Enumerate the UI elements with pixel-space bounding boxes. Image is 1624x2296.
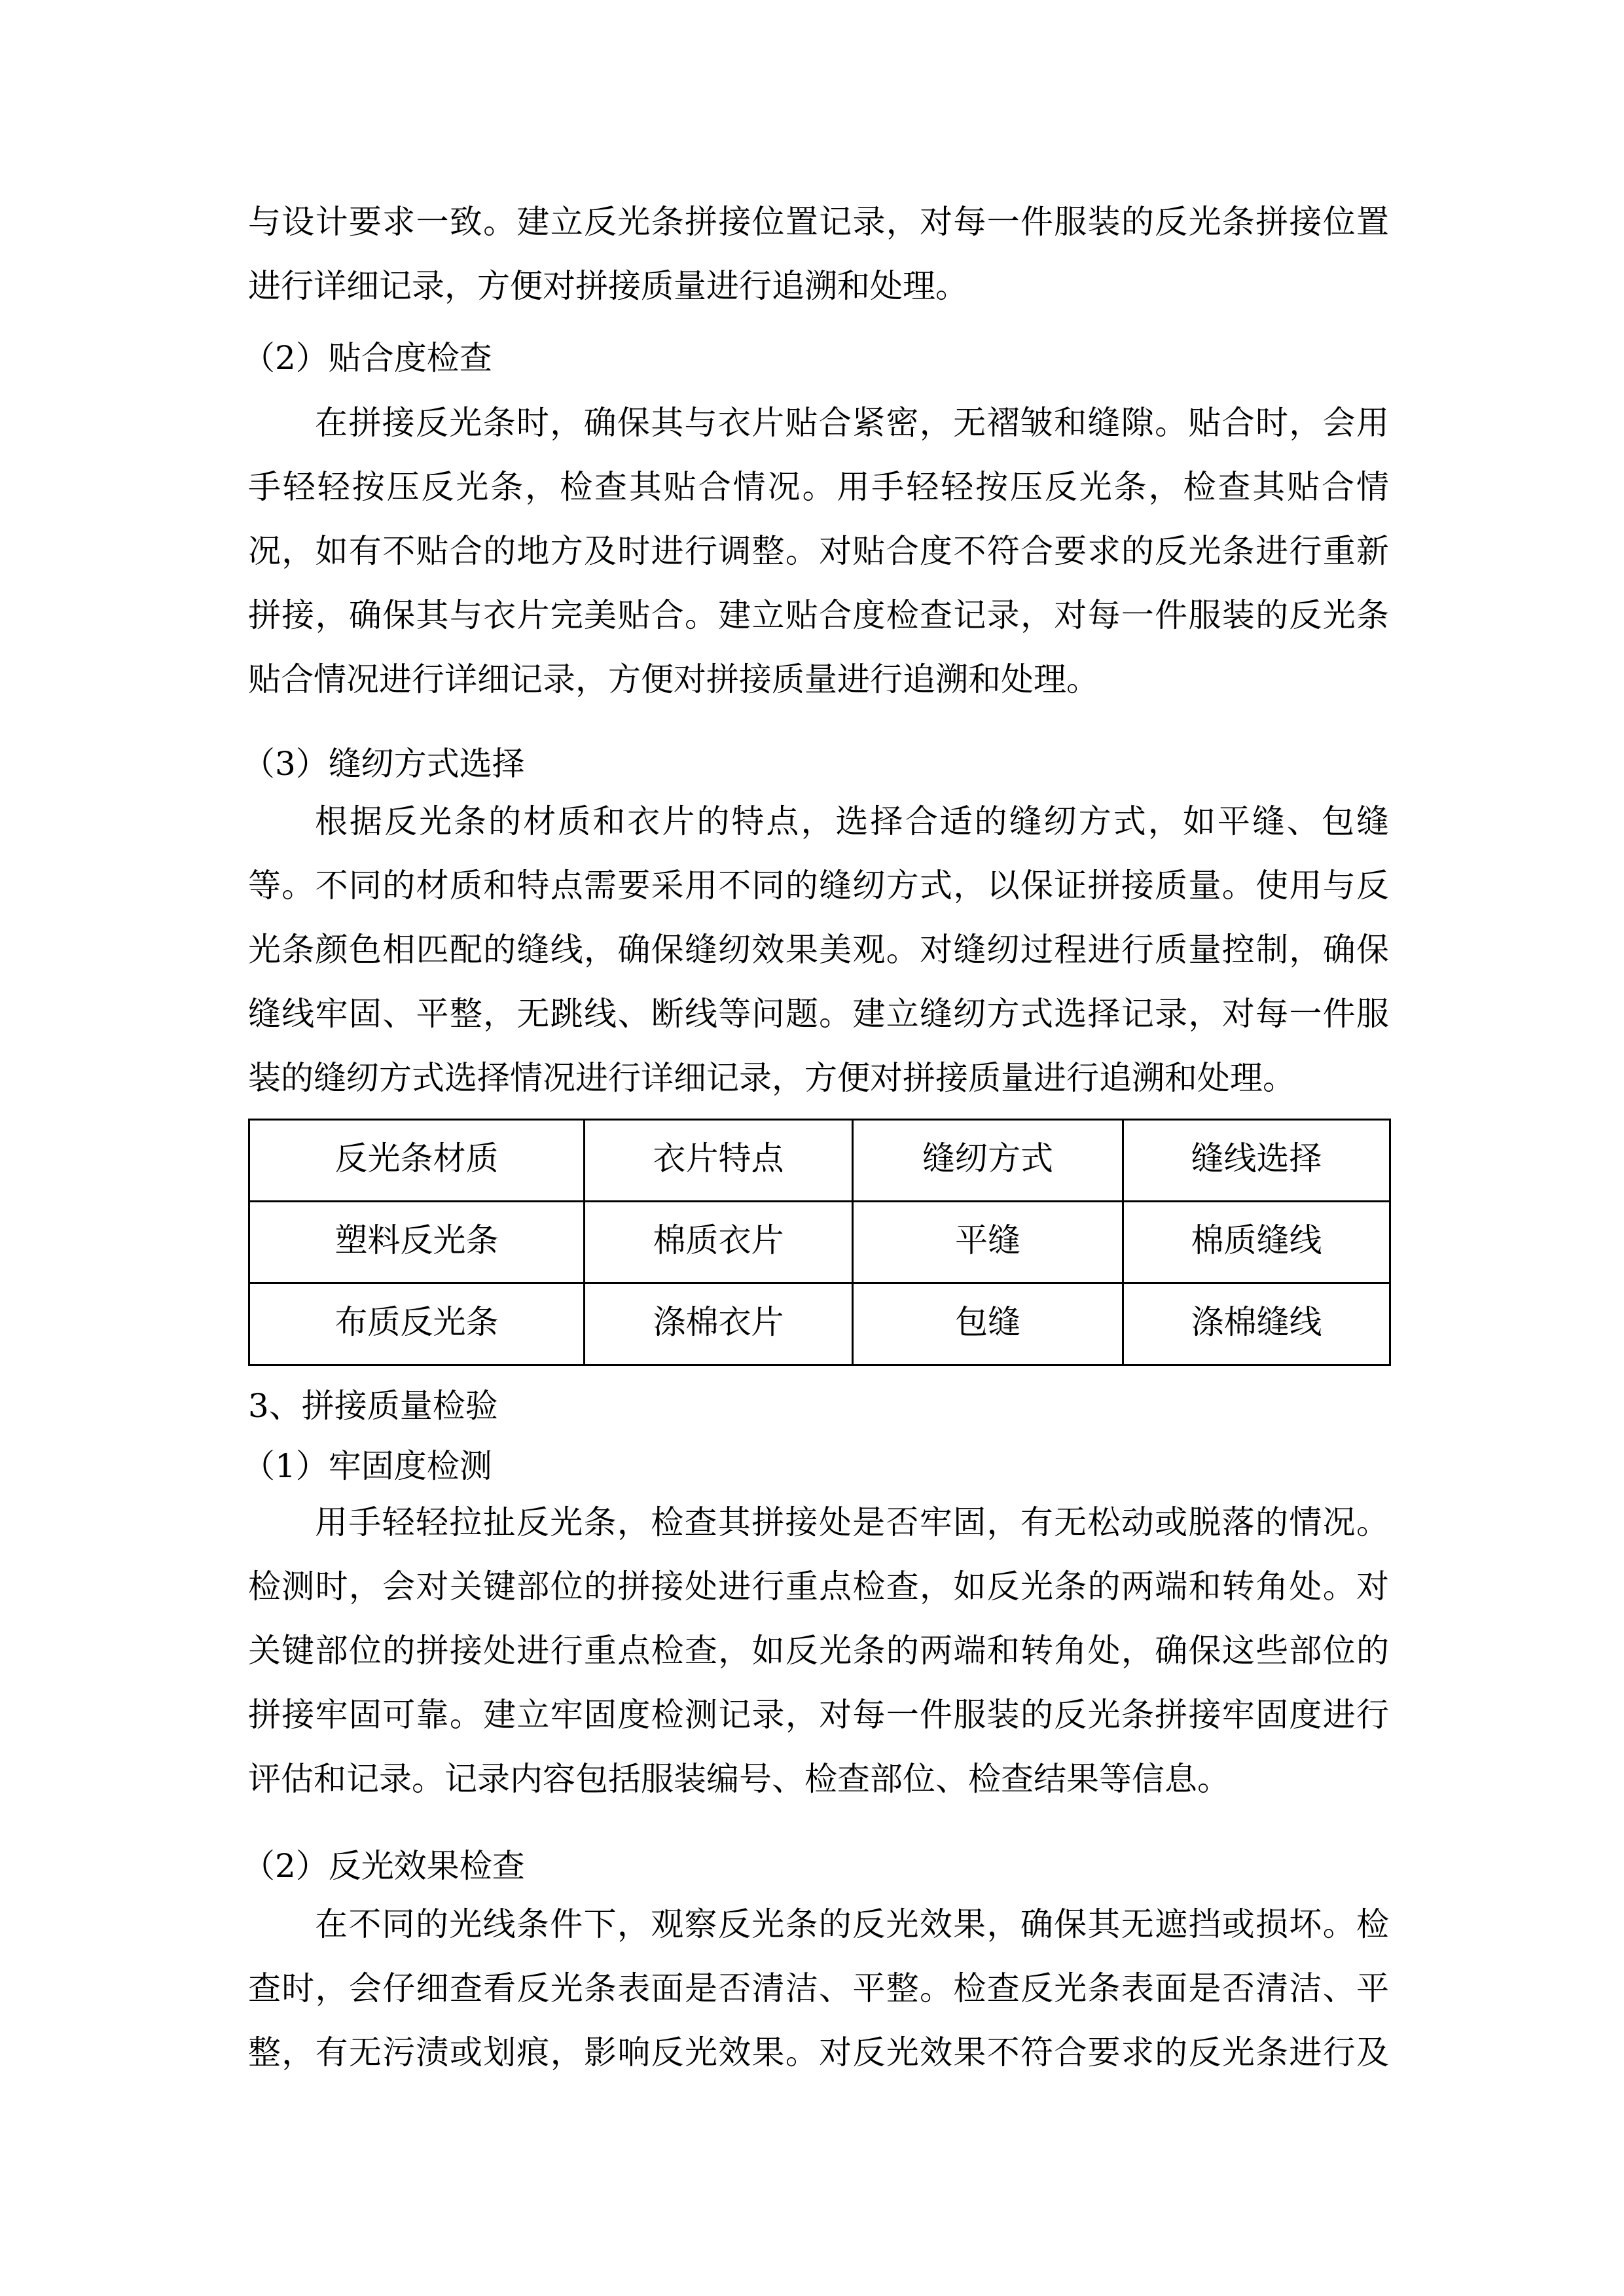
text-line: 与设计要求一致。建立反光条拼接位置记录，对每一件服装的反光条拼接位置 bbox=[248, 203, 1389, 241]
table-header-cell: 衣片特点 bbox=[585, 1120, 853, 1202]
heading-firmness-test: （1）牢固度检测 bbox=[242, 1447, 492, 1485]
text-line: 进行详细记录，方便对拼接质量进行追溯和处理。 bbox=[248, 267, 968, 305]
table-header-cell: 反光条材质 bbox=[249, 1120, 585, 1202]
text-line: 拼接牢固可靠。建立牢固度检测记录，对每一件服装的反光条拼接牢固度进行 bbox=[248, 1696, 1389, 1734]
table-cell: 平缝 bbox=[853, 1202, 1123, 1283]
text-line: 况，如有不贴合的地方及时进行调整。对贴合度不符合要求的反光条进行重新 bbox=[248, 532, 1389, 570]
paragraph-reflective-check bbox=[248, 1892, 1389, 2085]
table-cell: 包缝 bbox=[853, 1283, 1123, 1365]
text-line: 光条颜色相匹配的缝线，确保缝纫效果美观。对缝纫过程进行质量控制，确保 bbox=[248, 931, 1389, 969]
text-line: 检测时，会对关键部位的拼接处进行重点检查，如反光条的两端和转角处。对 bbox=[248, 1568, 1389, 1605]
paragraph-sewing-method bbox=[248, 789, 1389, 1110]
text-line: 关键部位的拼接处进行重点检查，如反光条的两端和转角处，确保这些部位的 bbox=[248, 1632, 1389, 1670]
text-line: 装的缝纫方式选择情况进行详细记录，方便对拼接质量进行追溯和处理。 bbox=[248, 1059, 1295, 1097]
text-line: 用手轻轻拉扯反光条，检查其拼接处是否牢固，有无松动或脱落的情况。 bbox=[315, 1503, 1389, 1541]
table-cell: 布质反光条 bbox=[249, 1283, 585, 1365]
table-header-cell: 缝线选择 bbox=[1123, 1120, 1390, 1202]
sewing-method-table bbox=[248, 1119, 1391, 1366]
text-line: 在不同的光线条件下，观察反光条的反光效果，确保其无遮挡或损坏。检 bbox=[315, 1905, 1389, 1943]
text-line: 等。不同的材质和特点需要采用不同的缝纫方式，以保证拼接质量。使用与反 bbox=[248, 867, 1389, 905]
table-cell: 塑料反光条 bbox=[249, 1202, 585, 1283]
heading-fit-check: （2）贴合度检查 bbox=[242, 339, 492, 377]
heading-sewing-method: （3）缝纫方式选择 bbox=[242, 745, 525, 783]
text-line: 缝线牢固、平整，无跳线、断线等问题。建立缝纫方式选择记录，对每一件服 bbox=[248, 995, 1389, 1033]
table-header-row bbox=[249, 1120, 1390, 1202]
table-header-cell: 缝纫方式 bbox=[853, 1120, 1123, 1202]
paragraph-splice-position bbox=[248, 190, 1389, 318]
text-line: 根据反光条的材质和衣片的特点，选择合适的缝纫方式，如平缝、包缝 bbox=[315, 802, 1389, 840]
table-cell: 涤棉衣片 bbox=[585, 1283, 853, 1365]
table-cell: 棉质缝线 bbox=[1123, 1202, 1390, 1283]
paragraph-fit-check bbox=[248, 391, 1389, 711]
text-line: 贴合情况进行详细记录，方便对拼接质量进行追溯和处理。 bbox=[248, 660, 1099, 698]
text-line: 在拼接反光条时，确保其与衣片贴合紧密，无褶皱和缝隙。贴合时，会用 bbox=[315, 404, 1389, 442]
text-line: 拼接，确保其与衣片完美贴合。建立贴合度检查记录，对每一件服装的反光条 bbox=[248, 596, 1389, 634]
text-line: 整，有无污渍或划痕，影响反光效果。对反光效果不符合要求的反光条进行及 bbox=[248, 2034, 1389, 2072]
text-line: 评估和记录。记录内容包括服装编号、检查部位、检查结果等信息。 bbox=[248, 1760, 1230, 1798]
heading-quality-inspection: 3、拼接质量检验 bbox=[248, 1387, 498, 1425]
table-row bbox=[249, 1202, 1390, 1283]
table-cell: 涤棉缝线 bbox=[1123, 1283, 1390, 1365]
table-cell: 棉质衣片 bbox=[585, 1202, 853, 1283]
table-row bbox=[249, 1283, 1390, 1365]
text-line: 查时，会仔细查看反光条表面是否清洁、平整。检查反光条表面是否清洁、平 bbox=[248, 1969, 1389, 2007]
text-line: 手轻轻按压反光条，检查其贴合情况。用手轻轻按压反光条，检查其贴合情 bbox=[248, 468, 1389, 506]
paragraph-firmness-test bbox=[248, 1490, 1389, 1811]
heading-reflective-check: （2）反光效果检查 bbox=[242, 1847, 525, 1885]
